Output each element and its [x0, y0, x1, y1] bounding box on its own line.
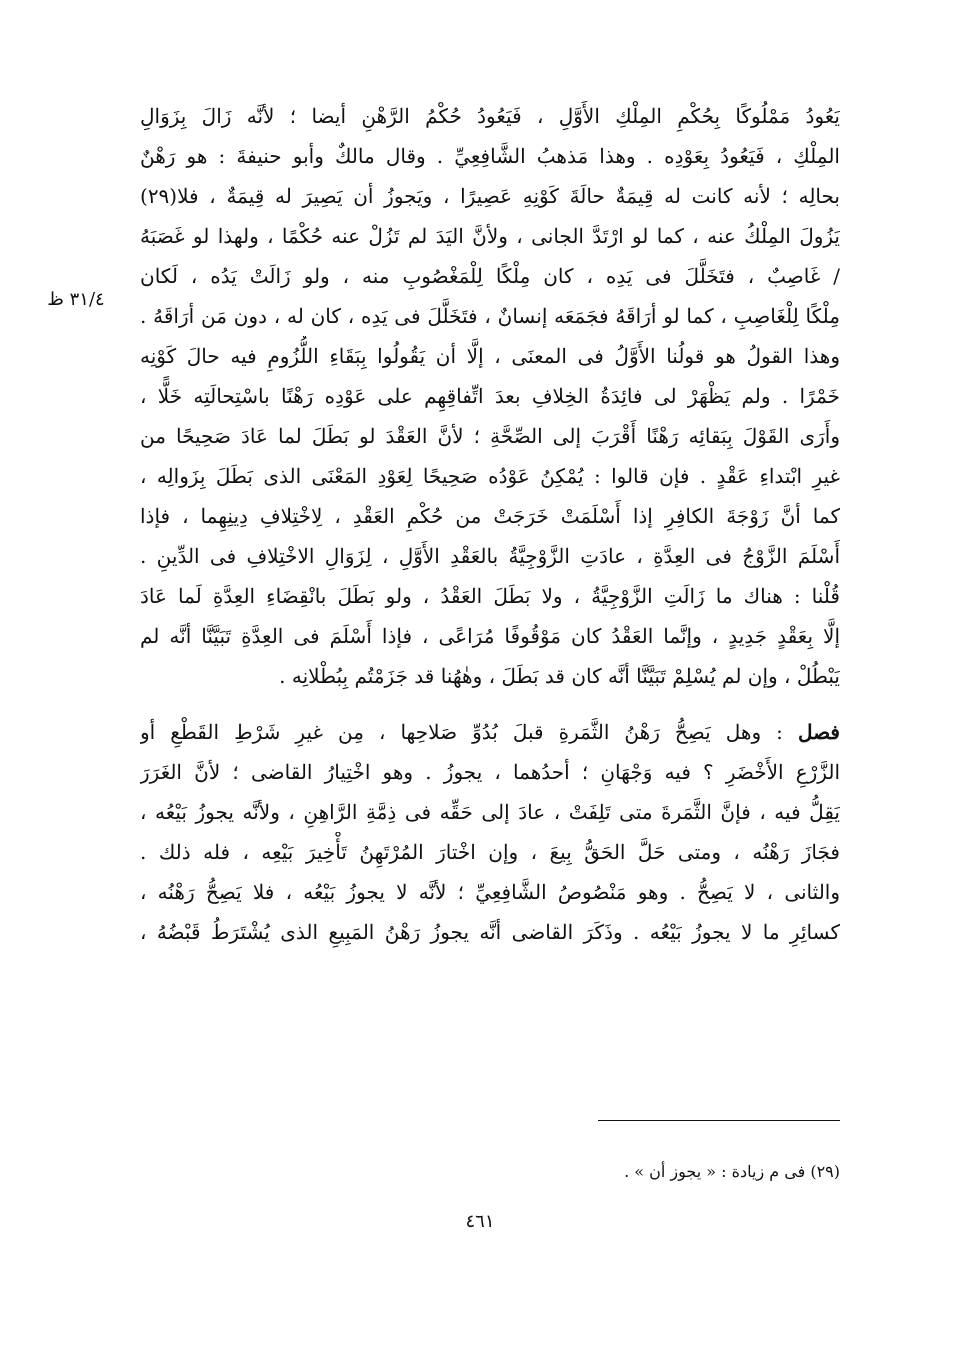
- text-line: كما أنَّ زَوْجَةَ الكافِرِ إذا أَسْلَمَتْ خَرَجَتْ من حُكْمِ العَقْدِ ، لِاخْتِلافِ دِينِهِما ، فإذا: [140, 504, 840, 528]
- text-line: أَسْلَمَ الزَّوْجُ فى العِدَّةِ ، عادَتِ الزَّوْجِيَّةُ بالعَقْدِ الأَوَّلِ ، لِزَوَالِ الاخْتِلافِ فى الدِّينِ .: [140, 544, 840, 568]
- text-line: وهذا القولُ هو قولُنا الأَوَّلُ فى المعنَى ، إلَّا أن يَقُولُوا بِبَقَاءِ اللُّزُومِ فيه حالَ كَوْنِه: [140, 344, 840, 368]
- text-line: يَبْطُلْ ، وإن لم يُسْلِمْ تَبَيَّنَّا أنَّه كان قد بَطَلَ ، وهٰهُنا قد جَزَمْتُم بِبُطْلانِه .: [279, 664, 840, 688]
- page-number: ٤٦١: [465, 1211, 495, 1232]
- section-first-line: [140, 712, 840, 752]
- section-heading: فصل: [797, 720, 840, 744]
- text-line: / غَاصِبٌ ، فتَخَلَّلَ فى يَدِه ، كان مِلْكًا لِلْمَغْصُوبِ منه ، ولو زَالَتْ يَدُه ، لَكان: [140, 264, 840, 288]
- margin-folio-note: ٣١/٤ ظ: [47, 289, 105, 310]
- text-line: الزَّرْعِ الأَخْضَرِ ؟ فيه وَجْهَانِ ؛ أحدُهما ، يجوزُ . وهو اخْتِيارُ القاضى ؛ لأنَّ الغَرَرَ: [140, 760, 840, 784]
- text-line: وأَرَى القَوْلَ بِبَقائِه رَهْنًا أَقْرَبَ إلى الصِّحَّةِ ؛ لأنَّ العَقْدَ لو بَطَلَ لما عَادَ صَحِيحًا من: [140, 424, 840, 448]
- text-line: فجَازَ رَهْنُه ، ومتى حَلَّ الحَقُّ بِيعَ ، وإن اخْتارَ المُرْتَهِنُ تَأْخِيرَ بَيْعِه ، فله ذلك .: [140, 840, 840, 864]
- text-line: يَزُولَ المِلْكُ عنه ، كما لو ارْتَدَّ الجانى ، ولأنَّ اليَدَ لم تَزُلْ عنه حُكْمًا ، ولهذا لو غَصَبَهُ: [140, 224, 840, 248]
- main-text: [140, 96, 840, 952]
- footnote-divider: [598, 1120, 840, 1121]
- text-line: غيرِ ابْتداءِ عَقْدٍ . فإن قالوا : يُمْكِنُ عَوْدُه صَحِيحًا لِعَوْدِ المَعْنَى الذى بَطَلَ بِزَوالِه ،: [140, 464, 840, 488]
- text-line: خَمْرًا . ولم يَظْهَرْ لى فائِدَةُ الخِلافِ بعدَ اتِّفاقِهِم على عَوْدِه رَهْنًا باسْتِحالَتِه خَلًّا ،: [140, 384, 840, 408]
- text-line: إلَّا بِعَقْدٍ جَدِيدٍ ، وإنَّما العَقْدُ كان مَوْقُوفًا مُرَاعًى ، فإذا أَسْلَمَ فى العِدَّةِ تَبَيَّنَّا أنَّه لم: [140, 624, 840, 648]
- section-first-line-text: : وهل يَصِحُّ رَهْنُ الثَّمَرةِ قبلَ بُدُوِّ صَلاحِها ، مِن غيرِ شَرْطِ القَطْعِ أو: [140, 720, 783, 744]
- text-line: كسائِرِ ما لا يجوزُ بَيْعُه . وذَكَرَ القاضى أنَّه يجوزُ رَهْنُ المَبِيعِ الذى يُشْتَرَطُ قَبْضُهُ ،: [140, 920, 840, 944]
- footnote: (٢٩) فى م زيادة : « يجوز أن » .: [624, 1162, 840, 1181]
- text-line: والثانى ، لا يَصِحُّ . وهو مَنْصُوصُ الشَّافِعِيِّ ؛ لأنَّه لا يجوزُ بَيْعُه ، فلا يَصِحُّ رَهْنُه ،: [140, 880, 840, 904]
- text-line: المِلْكِ ، فَيَعُودُ بِعَوْدِه . وهذا مَذهبُ الشَّافِعِيِّ . وقال مالكٌ وأبو حنيفةَ : هو رَهْنٌ: [140, 144, 840, 168]
- text-line: بحالِه ؛ لأنه كانت له قِيمَةٌ حالَةَ كَوْنِهِ عَصِيرًا ، ويَجوزُ أن يَصِيرَ له قِيمَةٌ ، فلا(٢٩): [140, 184, 840, 208]
- text-line: يَعُودُ مَمْلُوكًا بِحُكْمِ المِلْكِ الأَوَّلِ ، فَيَعُودُ حُكْمُ الرَّهْنِ أيضا ؛ لأنَّه زَالَ بِزَوَالِ: [140, 104, 840, 128]
- paragraph-gap: [140, 696, 840, 712]
- text-line: قُلْنا : هناك ما زَالَتِ الزَّوْجِيَّةُ ، ولا بَطَلَ العَقْدُ ، ولو بَطَلَ بانْقِضَاءِ العِدَّةِ لَما عَادَ: [140, 584, 840, 608]
- text-line: يَقِلُّ فيه ، فإنَّ الثَّمَرةَ متى تَلِفَتْ ، عادَ إلى حَقِّه فى ذِمَّةِ الرَّاهِنِ ، ولأنَّه يجوزُ بَيْعُه ،: [140, 800, 840, 824]
- text-line: مِلْكًا لِلْغَاصِبِ ، كما لو أرَاقَهُ فجَمَعَه إنسانٌ ، فتَخَلَّلَ فى يَدِه ، كان له ، دون مَن أرَاقَهُ .: [140, 304, 840, 328]
